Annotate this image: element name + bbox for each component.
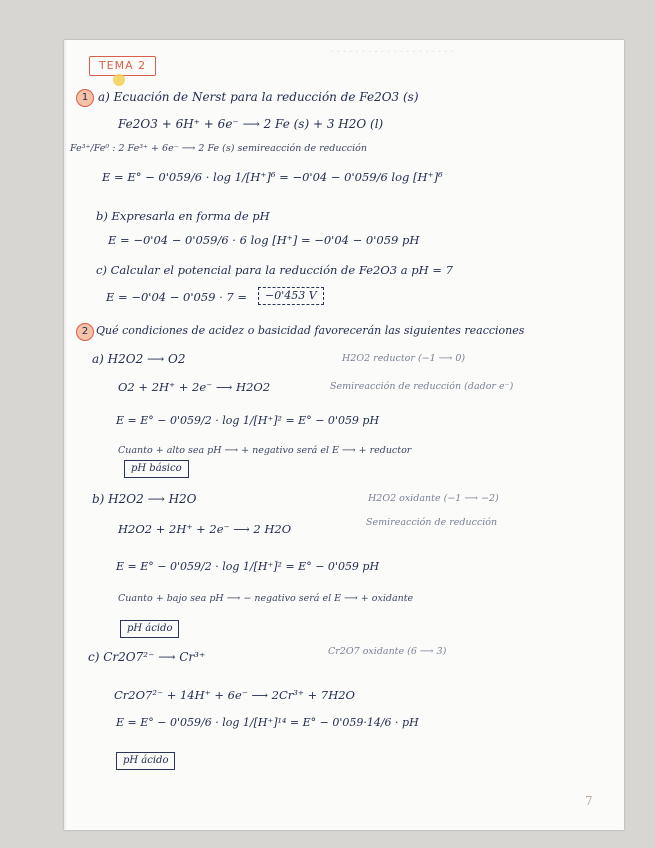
q2-a-note: H2O2 reductor (−1 ⟶ 0) — [342, 353, 466, 364]
question-2-number: 2 — [76, 323, 94, 341]
q1-a-heading: a) Ecuación de Nerst para la reducción de Fe2O3 (s) — [98, 90, 419, 104]
notebook-page — [64, 40, 624, 830]
q1-c-answer: −0'453 V — [258, 287, 324, 305]
q2-c-nernst: E = E° − 0'059/6 · log 1/[H⁺]¹⁴ = E° − 0'059·14/6 · pH — [116, 716, 419, 729]
q1-a-reaction: Fe2O3 + 6H⁺ + 6e⁻ ⟶ 2 Fe (s) + 3 H2O (l) — [118, 117, 384, 131]
q2-c-semireaction: Cr2O7²⁻ + 14H⁺ + 6e⁻ ⟶ 2Cr³⁺ + 7H2O — [114, 688, 355, 702]
q1-a-nernst: E = E° − 0'059/6 · log 1/[H⁺]⁶ = −0'04 − 0'059/6 log [H⁺]⁶ — [102, 170, 443, 184]
q2-b-note: H2O2 oxidante (−1 ⟶ −2) — [368, 493, 499, 504]
q2-a-nernst: E = E° − 0'059/2 · log 1/[H⁺]² = E° − 0'059 pH — [116, 414, 380, 427]
highlight-dot — [113, 74, 125, 86]
q2-b-semi-note: Semireacción de reducción — [366, 517, 498, 528]
q2-c-note: Cr2O7 oxidante (6 ⟶ 3) — [328, 646, 447, 657]
q2-c-reaction: c) Cr2O7²⁻ ⟶ Cr³⁺ — [88, 650, 206, 664]
q2-a-answer: pH básico — [124, 460, 189, 478]
q2-b-conclusion: Cuanto + bajo sea pH ⟶ − negativo será el E ⟶ + oxidante — [118, 593, 414, 604]
q2-b-nernst: E = E° − 0'059/2 · log 1/[H⁺]² = E° − 0'059 pH — [116, 560, 380, 573]
q2-a-conclusion: Cuanto + alto sea pH ⟶ + negativo será el E ⟶ + reductor — [118, 445, 412, 456]
q2-a-semireaction: O2 + 2H⁺ + 2e⁻ ⟶ H2O2 — [118, 380, 271, 394]
q2-c-answer: pH ácido — [116, 752, 175, 770]
q1-c-heading: c) Calcular el potencial para la reducción de Fe2O3 a pH = 7 — [96, 263, 453, 277]
q2-b-reaction: b) H2O2 ⟶ H2O — [92, 492, 197, 506]
q2-a-semi-note: Semireacción de reducción (dador e⁻) — [330, 381, 514, 392]
q1-c-expression: E = −0'04 − 0'059 · 7 = — [106, 290, 248, 304]
q2-b-semireaction: H2O2 + 2H⁺ + 2e⁻ ⟶ 2 H2O — [118, 522, 292, 536]
q2-a-reaction: a) H2O2 ⟶ O2 — [92, 352, 186, 366]
question-1-number: 1 — [76, 89, 94, 107]
page-title: TEMA 2 — [89, 56, 156, 76]
bleed-through-text: . . . . . . . . . . . . . . . . . . . . — [330, 44, 454, 55]
q1-b-expression: E = −0'04 − 0'059/6 · 6 log [H⁺] = −0'04 − 0'059 pH — [108, 233, 420, 247]
q2-heading: Qué condiciones de acidez o basicidad favorecerán las siguientes reacciones — [96, 324, 525, 337]
q1-b-heading: b) Expresarla en forma de pH — [96, 209, 270, 223]
page-number: 7 — [585, 794, 593, 808]
q2-b-answer: pH ácido — [120, 620, 179, 638]
q1-a-semireaction: Fe³⁺/Fe⁰ : 2 Fe³⁺ + 6e⁻ ⟶ 2 Fe (s) semireacción de reducción — [70, 143, 367, 154]
